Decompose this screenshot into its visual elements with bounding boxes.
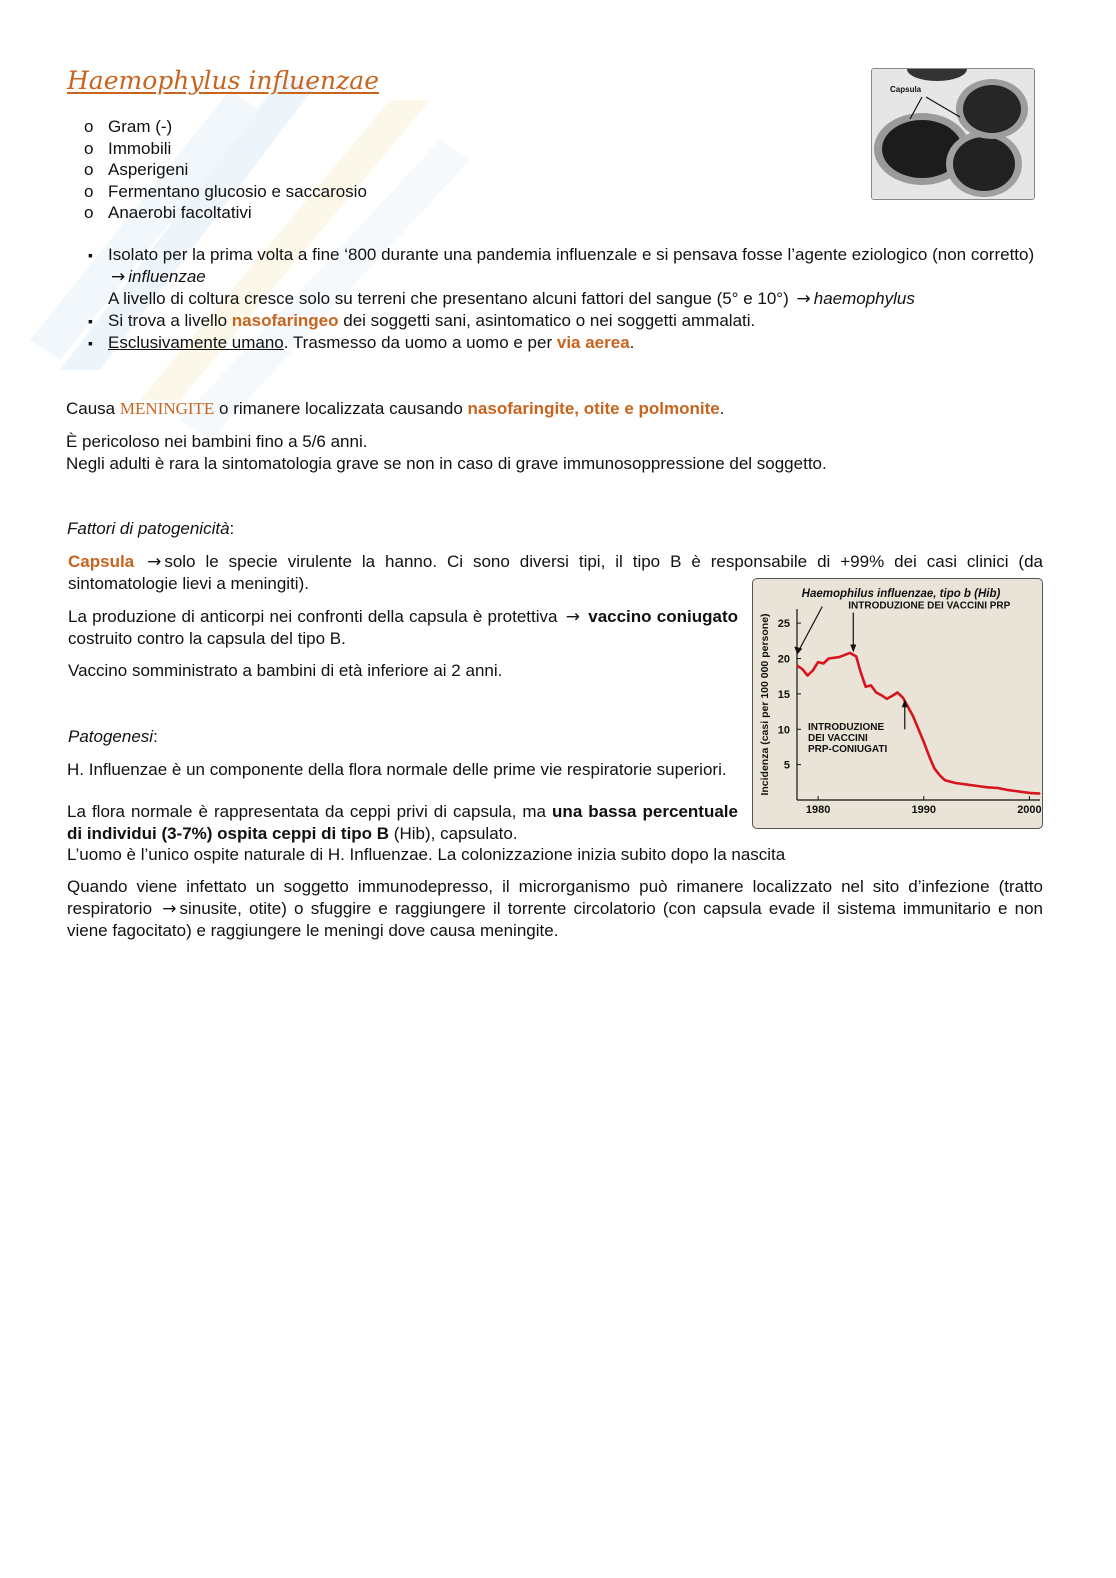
hib-incidence-chart (752, 578, 1043, 829)
arrow-right-icon: → (565, 607, 580, 627)
data-point (913, 716, 914, 717)
arrow-right-icon: → (796, 289, 811, 309)
chart-svg (753, 579, 1042, 828)
list-item: o Gram (-) (84, 116, 367, 138)
list-item: ▪ Esclusivamente umano. Trasmesso da uomo a uomo e per via aerea. (88, 332, 1046, 354)
data-point (870, 685, 871, 686)
pericoloso-text: È pericoloso nei bambini fino a 5/6 anni. (66, 432, 368, 451)
vaccino-text: Vaccino somministrato a bambini di età inferiore ai 2 anni. (68, 661, 503, 680)
adulti-text: Negli adulti è rara la sintomatologia grave se non in caso di grave immunosoppressione del soggetto. (66, 454, 827, 473)
data-point (987, 787, 988, 788)
x-tick-label: 2000 (1017, 804, 1042, 816)
data-point (849, 652, 850, 653)
characteristics-list (84, 116, 367, 224)
annotation-coniugati-label-1: INTRODUZIONE (808, 722, 885, 733)
list-item: o Asperigeni (84, 159, 367, 181)
x-tick-label: 1980 (805, 804, 831, 816)
list-item: ▪ Isolato per la prima volta a fine ‘800 durante una pandemia influenzale e si pensava fosse l’agente eziologico (non corretto) → influenzae (88, 244, 1046, 288)
data-point (865, 686, 866, 687)
annotation-coniugati-label-3: PRP-CONIUGATI (808, 744, 888, 755)
y-axis-label: Incidenza (casi per 100 000 persone) (759, 613, 771, 796)
data-point (997, 787, 998, 788)
data-point (812, 670, 813, 671)
data-point (934, 768, 935, 769)
y-tick-label: 20 (777, 653, 790, 666)
patogenesi-p3: L’uomo è l’unico ospite naturale di H. Influenzae. La colonizzazione inizia subito dopo la nascita (67, 845, 786, 864)
annotation-arrow (798, 607, 822, 652)
data-point (881, 695, 882, 696)
annotation-prp-label: INTRODUZIONE DEI VACCINI PRP (848, 600, 1011, 612)
y-tick-label: 15 (777, 688, 790, 701)
annotation-coniugati-label-2: DEI VACCINI (808, 733, 868, 744)
anticorpi-paragraph: La produzione di anticorpi nei confronti della capsula è protettiva → vaccino coniugato costruito contro la capsula del tipo B. (68, 607, 739, 648)
patogenesi-p1: H. Influenzae è un componente della flora normale delle prime vie respiratorie superiori. (67, 760, 727, 779)
causa-paragraph: Causa MENINGITE o rimanere localizzata causando nasofaringite, otite e polmonite. (66, 399, 725, 418)
data-point (828, 658, 829, 659)
data-point (955, 782, 956, 783)
capsula-paragraph: Capsula → solo le specie virulente la hanno. Ci sono diversi tipi, il tipo B è responsabile di +99% dei casi clinici (da sintomatologie lievi a meningiti). (68, 552, 1043, 593)
y-tick-label: 10 (777, 724, 790, 737)
data-point (944, 780, 945, 781)
list-item: A livello di coltura cresce solo su terreni che presentano alcuni fattori del sangue (5° e 10°) → haemophylus (108, 289, 915, 309)
page-title: Haemophylus influenzae (67, 66, 379, 95)
patogenesi-p2: La flora normale è rappresentata da ceppi privi di capsula, ma una bassa percentuale di individui (3-7%) ospita ceppi di tipo B (Hib), capsulato. (67, 802, 738, 843)
data-point (1008, 789, 1009, 790)
x-tick-label: 1990 (911, 804, 937, 816)
data-point (1018, 791, 1019, 792)
data-point (860, 671, 861, 672)
data-point (897, 692, 898, 693)
data-point (856, 656, 857, 657)
data-point (1029, 792, 1030, 793)
patogenesi-heading: Patogenesi: (68, 727, 158, 746)
list-item: ▪ Si trova a livello nasofaringeo dei soggetti sani, asintomatico o nei soggetti ammalati. (88, 310, 1046, 332)
data-point (939, 775, 940, 776)
data-point (928, 756, 929, 757)
data-point (886, 698, 887, 699)
arrow-right-icon: → (162, 899, 177, 919)
data-point (902, 697, 903, 698)
data-point (918, 729, 919, 730)
y-tick-label: 5 (783, 759, 790, 772)
data-point (823, 663, 824, 664)
history-list (88, 244, 1046, 354)
micrograph-image (871, 68, 1035, 200)
patogenesi-p4: Quando viene infettato un soggetto immunodepresso, il microrganismo può rimanere localizzato nel sito d’infezione (tratto respiratorio → sinusite, otite) o sfuggire e raggiungere il torrente circolatorio (con capsula evade il sistema immunitario e non viene fagocitato) e raggiungere le meningi dove causa meningite. (67, 877, 1043, 940)
data-point (802, 669, 803, 670)
data-point (839, 657, 840, 658)
data-point (976, 785, 977, 786)
arrow-head-icon (850, 645, 856, 653)
data-point (807, 675, 808, 676)
y-tick-label: 25 (777, 618, 790, 631)
list-item: o Immobili (84, 138, 367, 160)
data-point (796, 665, 797, 666)
data-point (876, 692, 877, 693)
arrow-head-icon (794, 647, 802, 655)
data-point (923, 741, 924, 742)
data-point (891, 695, 892, 696)
chart-title: Haemophilus influenzae, tipo b (Hib) (801, 588, 1001, 600)
capsula-label: Capsula (890, 85, 922, 94)
list-item: o Anaerobi facoltativi (84, 202, 367, 224)
list-item: o Fermentano glucosio e saccarosio (84, 181, 367, 203)
data-point (965, 784, 966, 785)
data-point (1039, 793, 1040, 794)
fattori-heading: Fattori di patogenicità: (67, 519, 235, 538)
data-point (818, 661, 819, 662)
arrow-right-icon: → (147, 552, 162, 572)
arrow-right-icon: → (111, 267, 126, 287)
